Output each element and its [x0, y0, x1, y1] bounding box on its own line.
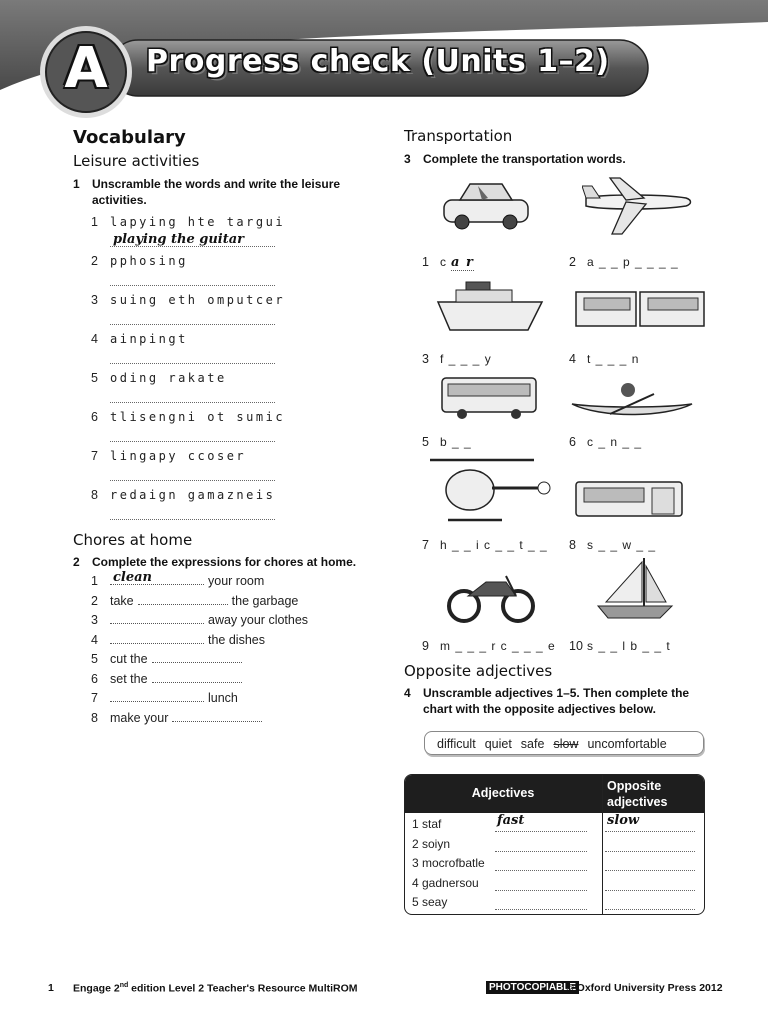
- table-opposite-line: [605, 851, 695, 852]
- table-answer-line: [495, 890, 587, 891]
- transport-pattern: f _ _ _ y: [440, 352, 492, 366]
- chore-item-number: 7: [91, 691, 98, 705]
- chore-item-number: 5: [91, 652, 98, 666]
- chore-blank: [152, 652, 242, 663]
- vocabulary-heading: Vocabulary: [73, 127, 186, 148]
- streetcar-illustration: [574, 480, 686, 522]
- chore-blank: [138, 594, 228, 605]
- table-opposite-line: [605, 870, 695, 871]
- header-banner: [0, 0, 768, 118]
- chore-item: [110, 711, 262, 725]
- transport-pattern: h _ _ i c _ _ t _ _: [440, 538, 548, 552]
- transport-pattern: s _ _ l b _ _ t: [587, 639, 671, 653]
- chore-blank: [110, 691, 204, 702]
- airplane-illustration: [582, 176, 694, 236]
- chore-blank: [110, 633, 204, 644]
- transport-item-number: 4: [569, 352, 576, 366]
- leisure-answer: playing the guitar: [113, 232, 245, 247]
- transport-item-number: 6: [569, 435, 576, 449]
- leisure-answer-line: [110, 441, 275, 442]
- leisure-scrambled: suing eth omputcer: [110, 293, 286, 307]
- chore-item-number: 6: [91, 671, 98, 686]
- chore-item-number: 2: [91, 593, 98, 608]
- chore-blank: [152, 672, 242, 683]
- exercise-3-number: 3: [404, 152, 411, 166]
- transport-pattern: t _ _ _ n: [587, 352, 640, 366]
- leisure-scrambled: tlisengni ot sumic: [110, 410, 286, 424]
- leisure-item-number: 2: [91, 254, 98, 268]
- leisure-scrambled: pphosing: [110, 254, 188, 268]
- word-box-word: difficult: [437, 737, 476, 751]
- chores-heading: Chores at home: [73, 531, 193, 549]
- leisure-scrambled: lingapy ccoser: [110, 449, 247, 463]
- table-answer-line: [495, 870, 587, 871]
- table-opposite-line: [605, 890, 695, 891]
- table-opposite-line: [605, 909, 695, 910]
- chore-item: [110, 672, 242, 686]
- leisure-answer-line: [110, 519, 275, 520]
- transport-pattern: a _ _ p _ _ _ _: [587, 255, 679, 269]
- chore-after: lunch: [208, 691, 238, 705]
- transport-pattern: b _ _: [440, 435, 472, 449]
- chore-blank: [110, 570, 204, 585]
- transport-item-number: 5: [422, 435, 429, 449]
- chore-item: [110, 613, 308, 627]
- table-opposite: slow: [607, 813, 640, 828]
- word-box-word: slow: [553, 737, 579, 751]
- chore-item: [110, 652, 242, 666]
- exercise-2-number: 2: [73, 555, 80, 569]
- leisure-item-number: 1: [91, 215, 98, 229]
- table-answer: fast: [497, 813, 525, 828]
- chore-answer: clean: [113, 570, 152, 585]
- exercise-4-number: 4: [404, 686, 411, 700]
- word-box-word: uncomfortable: [587, 737, 667, 751]
- transport-pattern: s _ _ w _ _: [587, 538, 657, 552]
- transport-item-number: 10: [569, 639, 583, 653]
- transport-pattern: [440, 255, 474, 270]
- chore-after: away your clothes: [208, 613, 309, 627]
- opposites-heading: Opposite adjectives: [404, 662, 553, 680]
- transport-item-number: 9: [422, 639, 429, 653]
- sailboat-illustration: [596, 556, 674, 626]
- transport-pattern: c _ n _ _: [587, 435, 643, 449]
- chore-before: take: [110, 593, 134, 608]
- chore-after: the dishes: [208, 632, 265, 647]
- table-scrambled: 4 gadnersou: [412, 875, 479, 890]
- chore-before: make your: [110, 710, 169, 725]
- chore-before: set the: [110, 671, 148, 686]
- table-scrambled: 1 staf: [412, 817, 442, 831]
- exercise-4-instruction: Unscramble adjectives 1–5. Then complete the chart with the opposite adjectives below.: [423, 686, 690, 716]
- leisure-answer-line: [110, 363, 275, 364]
- chore-blank: [172, 711, 262, 722]
- transport-pattern: m _ _ _ r c _ _ _ e: [440, 639, 556, 653]
- leisure-answer-line: [110, 285, 275, 286]
- table-opposite-line: [605, 831, 695, 832]
- table-header-opposites: Opposite adjectives: [607, 779, 668, 809]
- chore-blank: [110, 613, 204, 624]
- transport-pattern-text: c: [440, 255, 447, 269]
- transportation-heading: Transportation: [404, 127, 513, 145]
- leisure-scrambled: oding rakate: [110, 371, 227, 385]
- word-box-word: safe: [520, 737, 545, 751]
- table-scrambled: 3 mocrofbatle: [412, 856, 485, 870]
- chore-item: [110, 633, 265, 647]
- copyright: © Oxford University Press 2012: [566, 982, 723, 994]
- transport-item-number: 2: [569, 255, 576, 269]
- exercise-1-instruction: Unscramble the words and write the leisure activities.: [92, 177, 341, 207]
- book-title: Engage 2nd edition Level 2 Teacher's Resource MultiROM: [73, 982, 358, 995]
- leisure-item-number: 8: [91, 488, 98, 502]
- transport-item-number: 3: [422, 352, 429, 366]
- car-illustration: [440, 178, 532, 230]
- chore-item: [110, 570, 265, 588]
- chore-item-number: 1: [91, 574, 98, 588]
- photocopiable-badge: PHOTOCOPIABLE: [486, 981, 579, 994]
- chore-item-number: 4: [91, 632, 98, 647]
- train-illustration: [574, 290, 706, 330]
- leisure-answer-line: [110, 324, 275, 325]
- transport-item-number: 8: [569, 538, 576, 552]
- table-answer-line: [495, 909, 587, 910]
- word-box: [424, 731, 704, 755]
- transport-item-number: 7: [422, 538, 429, 552]
- motorcycle-illustration: [446, 566, 536, 626]
- canoe-illustration: [570, 380, 694, 420]
- table-answer-line: [495, 831, 587, 832]
- leisure-scrambled: ainpingt: [110, 332, 188, 346]
- leisure-answer-line: [110, 402, 275, 403]
- helicopter-illustration: [428, 454, 552, 526]
- section-badge: A: [64, 36, 108, 101]
- table-header-adjectives: Adjectives: [471, 786, 535, 800]
- leisure-item-number: 7: [91, 449, 98, 463]
- leisure-item-number: 4: [91, 332, 98, 346]
- ferry-illustration: [436, 280, 544, 334]
- leisure-scrambled: redaign gamazneis: [110, 488, 276, 502]
- leisure-scrambled: lapying hte targui: [110, 215, 286, 229]
- table-scrambled: 5 seay: [412, 895, 448, 909]
- exercise-3-instruction: Complete the transportation words.: [423, 152, 626, 166]
- chore-before: cut the: [110, 652, 148, 666]
- bus-illustration: [440, 376, 538, 420]
- chore-item: [110, 691, 238, 705]
- page-number: 1: [48, 982, 54, 994]
- table-scrambled: 2 soiyn: [412, 836, 451, 851]
- chore-item-number: 3: [91, 613, 98, 627]
- chore-after: your room: [208, 574, 265, 588]
- exercise-1-number: 1: [73, 177, 80, 191]
- chore-item-number: 8: [91, 710, 98, 725]
- leisure-item-number: 6: [91, 410, 98, 424]
- page-title: Progress check (Units 1–2): [146, 44, 610, 79]
- transport-answer: a r: [451, 255, 474, 270]
- leisure-heading: Leisure activities: [73, 152, 200, 170]
- exercise-2-instruction: Complete the expressions for chores at home.: [92, 555, 357, 569]
- leisure-item-number: 5: [91, 371, 98, 385]
- chore-item: [110, 594, 298, 608]
- table-answer-line: [495, 851, 587, 852]
- adjectives-table: [404, 774, 705, 915]
- word-box-word: quiet: [484, 737, 512, 751]
- chore-after: the garbage: [231, 593, 299, 608]
- leisure-answer-line: [110, 480, 275, 481]
- leisure-item-number: 3: [91, 293, 98, 307]
- transport-item-number: 1: [422, 255, 429, 269]
